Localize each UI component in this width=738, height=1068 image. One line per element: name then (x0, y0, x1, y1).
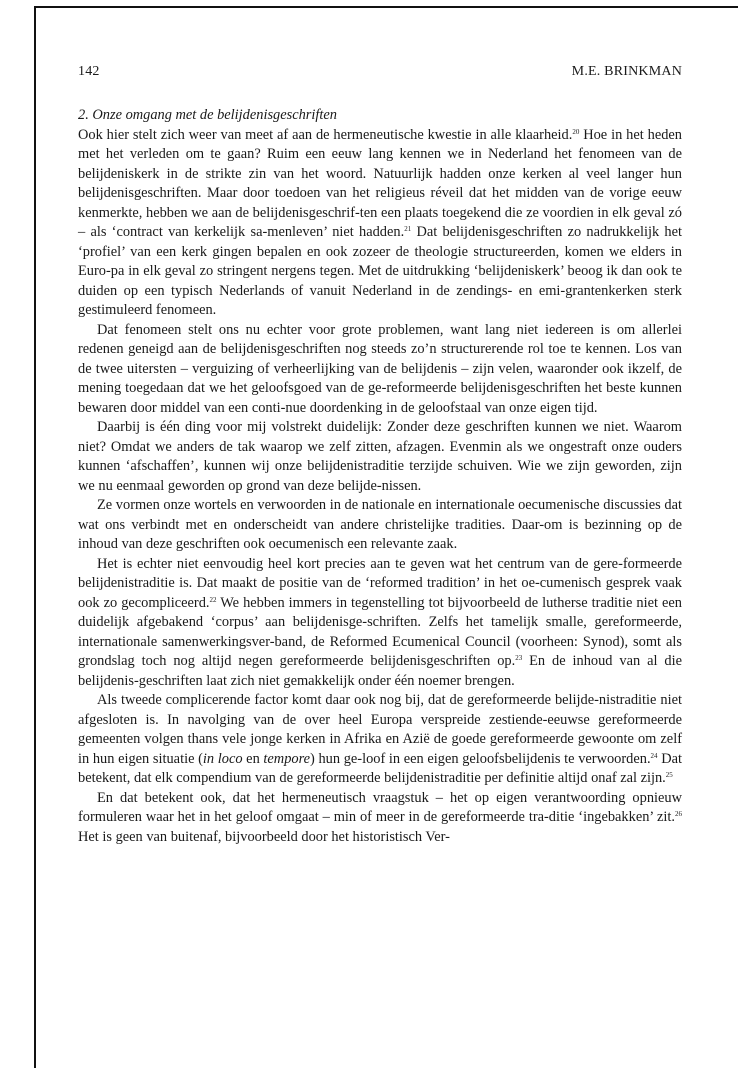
text-run: Dat betekent, dat elk compendium van de gereformeerde belijdenistraditie per definitie altijd onaf zal zijn. (78, 750, 682, 786)
footnote-marker: 20 (572, 127, 580, 136)
paragraph (78, 789, 682, 848)
text-run: Daarbij is één ding voor mij volstrekt duidelijk: Zonder deze geschriften kunnen we niet. Waarom niet? Omdat we anders de tak waarop we zelf zitten, afzagen. Evenmin als we ongestraft onze ouders kunnen ‘afschaffen’, kunnen wij onze belijdenistraditie terzijde schuiven. Wie we zijn geworden, zijn we nu eenmaal geworden op grond van deze belijde-nissen. (78, 419, 682, 494)
paragraph (78, 496, 682, 555)
running-author: M.E. BRINKMAN (571, 64, 682, 79)
footnote-marker: 21 (404, 225, 412, 233)
text-run: Hoe in het heden met het verleden om te gaan? Ruim een eeuw lang kennen we in Nederland het fenomeen van de belijdeniskerk in de strikte zin van het woord. Natuurlijk hadden onze kerken al veel langer hun belijdenisgeschriften. Maar door toedoen van het religieus réveil dat het midden van de vorige eeuw kenmerkte, hebben we aan de belijdenisgeschrif-ten een plaats toegekend die ze voordien in elk geval zó – als ‘contract van kerkelijk sa-menleven’ niet hadden. (78, 126, 682, 240)
text-run: En dat betekent ook, dat het hermeneutisch vraagstuk – het op eigen verantwoording opnieuw formuleren waar het in het geloof omgaat – min of meer in de gereformeerde tra-ditie ‘ingebakken’ zit. (78, 789, 682, 825)
text-run: Het is echter niet eenvoudig heel kort precies aan te geven wat het centrum van de gere-formeerde belijdenistraditie is. Dat maakt de positie van de ‘reformed tradition’ in het oe-cumenisch gesprek vaak ook zo gecompliceerd. (78, 555, 682, 611)
text-run: en (242, 750, 264, 767)
paragraph (78, 321, 682, 419)
text-run: En de inhoud van al die belijdenis-geschriften laat zich niet gemakkelijk onder één noemer brengen. (78, 653, 682, 689)
footnote-marker: 23 (515, 654, 523, 662)
footnote-marker: 24 (650, 751, 658, 760)
body-text (78, 106, 682, 847)
footnote-marker: 22 (209, 595, 217, 604)
text-run: Ze vormen onze wortels en verwoorden in de nationale en internationale oecumenische discussies dat wat ons verbindt met en onderscheidt van andere christelijke tradities. Daar-om is bezinning op de inhoud van deze geschriften ook oecumenisch een relevante zaak. (78, 497, 682, 552)
section-heading: 2. Onze omgang met de belijdenisgeschriften (78, 107, 337, 123)
paragraph (78, 691, 682, 789)
italic-text: in loco (202, 750, 243, 767)
text-run: Dat fenomeen stelt ons nu echter voor grote problemen, want lang niet iedereen is om allerlei redenen geneigd aan de belijdenisgeschriften nog steeds zo’n structurerende rol toe te kennen. Los van de twee uitersten – verguizing of verheerlijking van de belijdenis – zijn velen, waaronder ook ikzelf, de mening toegedaan dat we het geloofsgoed van de ge-reformeerde belijdenisgeschriften het beste kunnen bewaren door middel van een conti-nue doordenking in de geloofstaal van onze eigen tijd. (78, 321, 682, 416)
italic-text: tempore (263, 750, 311, 767)
text-run: Als tweede complicerende factor komt daar ook nog bij, dat de gereformeerde belijde-nistraditie niet afgesloten is. In navolging van de over heel Europa verspreide zestiende-eeuwse gereformeerde gemeenten volgen thans vele jonge kerken in Afrika en Azië de goede gereformeerde gewoonte om zelf in hun eigen situatie ( (78, 692, 682, 767)
page-number: 142 (78, 64, 100, 79)
footnote-marker: 26 (675, 810, 682, 818)
paragraph (78, 418, 682, 496)
paragraph (78, 126, 682, 321)
running-header (78, 64, 682, 80)
text-run: Het is geen van buitenaf, bijvoorbeeld door het historistisch Ver- (78, 828, 450, 845)
paragraph (78, 555, 682, 692)
footnote-marker: 25 (665, 771, 673, 779)
text-run: ) hun ge-loof in een eigen geloofsbelijdenis te verwoorden. (310, 750, 651, 767)
text-run: Ook hier stelt zich weer van meet af aan de hermeneutische kwestie in alle klaarheid. (78, 126, 573, 143)
text-run: We hebben immers in tegenstelling tot bijvoorbeeld de lutherse traditie niet een duidelijk afgebakend ‘corpus’ aan belijdenisge-schriften. Zelfs het tamelijk smalle, gereformeerde, internationale samenwerkingsver-band, de Reformed Ecumenical Council (voorheen: Synod), somt als grondslag toch nog altijd negen gereformeerde belijdenisgeschriften op. (78, 594, 682, 669)
paragraph-container (78, 126, 682, 848)
text-run: Dat belijdenisgeschriften zo nadrukkelijk het ‘profiel’ van een kerk gingen bepalen en ook zozeer de theologie structureerden, komen we elders in Euro-pa in elk geval zo stringent nergens tegen. Met de uitdrukking ‘belijdeniskerk’ beoog ik dan ook te duiden op een typisch Nederlands of vanuit Nederland in de zendings- en emi-grantenkerken sterk gestimuleerd fenomeen. (78, 224, 683, 318)
